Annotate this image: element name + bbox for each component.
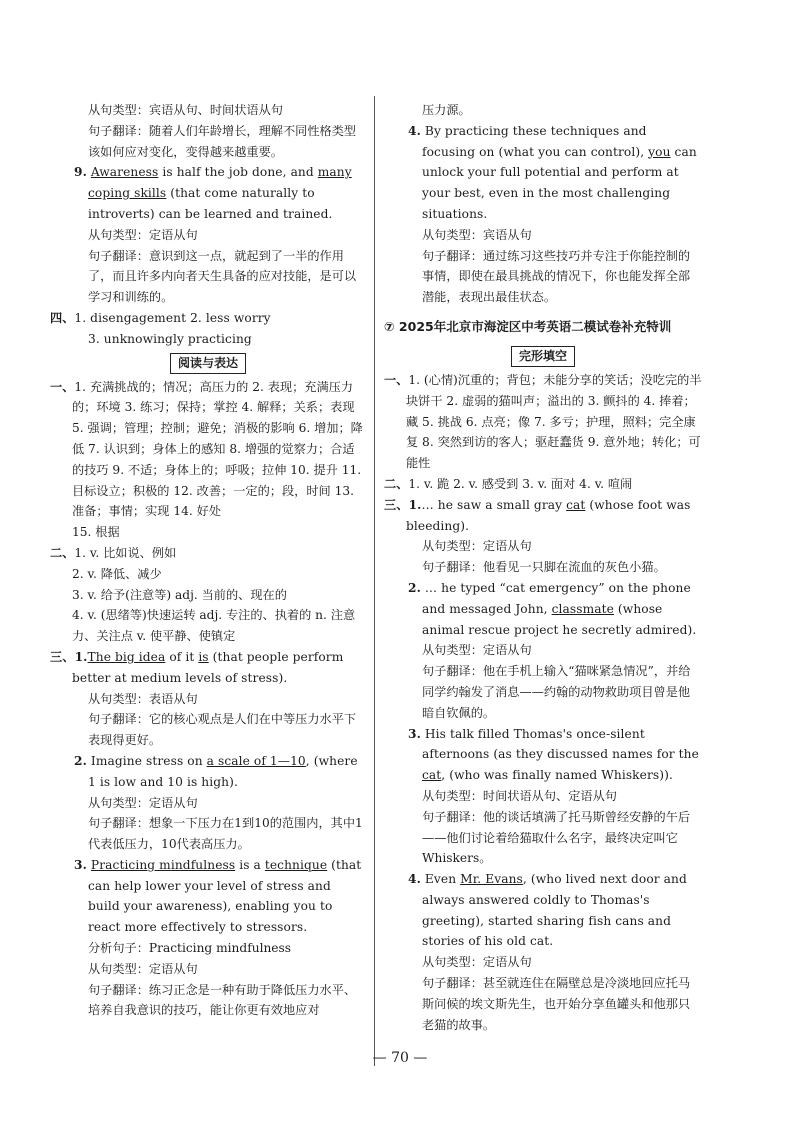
item-number: 1. [408, 497, 422, 512]
antecedent-underline: cat [566, 497, 586, 512]
item-number: 4. [408, 123, 421, 138]
section-label: 四、 [50, 310, 75, 325]
text: (that people perform better at medium levels of stress). [72, 649, 344, 685]
right-column [384, 100, 702, 1035]
subject-underline: Awareness [90, 165, 159, 180]
section-1-answers [384, 370, 702, 474]
translation: 句子翻译：它的核心观点是人们在中等压力水平下表现得更好。 [88, 712, 357, 748]
section-label: 二、 [384, 476, 409, 491]
answers: 1. v. 跪 2. v. 感受到 3. v. 面对 4. v. 喧闹 [408, 476, 633, 491]
text: His talk filled Thomas's once-silent afternoons (as they discussed names for the [422, 726, 699, 762]
text: , (where 1 is low and 10 is high). [88, 753, 358, 789]
translation: 句子翻译：甚至就连住在隔壁总是冷淡地回应托马斯问候的埃文斯先生，也开始分享鱼罐头和他那只老猫的故事。 [422, 976, 691, 1032]
item-number: 2. [408, 580, 421, 595]
text: By practicing these techniques and focusing on (what you can control), [422, 123, 649, 159]
subject-underline: The big idea [87, 649, 166, 664]
answers: 1. (心情)沉重的；背包；未能分享的笑话；没吃完的半块饼干 2. 虚弱的猫叫声；溢出的 3. 颤抖的 4. 捧着；藏 5. 挑战 6. 点亮；像 7. 多亏；护理，照料；完全康复 8. 突然到访的客人；驱赶蠢货 9. 意外地；转化；可能性 [406, 372, 702, 471]
section-heading: ⑦ 2025年北京市海淀区中考英语二模试卷补充特训 [384, 318, 672, 334]
section-box-reading: 阅读与表达 [170, 353, 246, 374]
sentence-1 [50, 647, 366, 689]
subject-underline: Practicing mindfulness [90, 857, 236, 872]
translation-continued: 压力源。 [422, 103, 471, 117]
antecedent-underline: classmate [551, 601, 614, 616]
translation: 句子翻译：通过练习这些技巧并专注于你能控制的事情，即使在最具挑战的情况下，你也能发挥全部潜能，表现出最佳状态。 [422, 248, 691, 305]
sentence-r3 [384, 724, 702, 786]
text: (that can help lower your level of stress and build your awareness), enabling you to react more effectively to stressors. [88, 857, 362, 935]
clause-type: 从句类型：定语从句 [88, 795, 198, 810]
text: of it [165, 649, 199, 664]
sentence-2 [50, 751, 366, 793]
clause-type: 从句类型：宾语从句 [422, 227, 532, 242]
clause-type: 从句类型：定语从句 [422, 539, 532, 554]
text: (whose foot was bleeding). [406, 497, 691, 533]
antecedent-underline: Mr. Evans [460, 872, 523, 887]
item-number: 9. [74, 165, 87, 180]
clause-type: 从句类型：定语从句 [88, 961, 198, 976]
section-4 [50, 308, 366, 329]
translation: 句子翻译：他在手机上输入“猫咪紧急情况”，并给同学约翰发了消息——约翰的动物救助项目曾是他暗自钦佩的。 [422, 664, 691, 720]
text: … he typed “cat emergency” on the phone and messaged John, [422, 580, 691, 616]
clause-type: 从句类型：表语从句 [88, 691, 198, 706]
clause-type: 从句类型：宾语从句、时间状语从句 [88, 103, 283, 117]
section-label: 一、 [50, 379, 75, 394]
text: is half the job done, and [158, 165, 318, 180]
sentence-r2 [384, 578, 702, 640]
subject-underline: many coping skills [88, 165, 352, 201]
item-number: 3. [408, 726, 421, 741]
section-2-answers [384, 474, 702, 495]
text: (whose animal rescue project he secretly admired). [422, 601, 697, 637]
page-number: — 70 — [372, 1050, 428, 1066]
translation: 句子翻译：想象一下压力在1到10的范围内，其中1代表低压力，10代表高压力。 [88, 816, 363, 852]
answers: 1. disengagement 2. less worry [74, 310, 271, 325]
section-label: 一、 [384, 372, 409, 387]
item-number: 2. [74, 753, 87, 768]
sentence-4 [384, 121, 702, 225]
translation: 句子翻译：随着人们年龄增长，理解不同性格类型该如何应对变化，变得越来越重要。 [88, 123, 357, 159]
analysis: 分析句子：Practicing mindfulness [88, 941, 292, 956]
subject-underline: you [648, 144, 671, 159]
translation: 句子翻译：练习正念是一种有助于降低压力水平、培养自我意识的技巧，能让你更有效地应对 [88, 982, 357, 1018]
verb-underline: is [198, 649, 209, 664]
answer: 3. v. 给予(注意等) adj. 当前的、现在的 [72, 587, 287, 602]
answers: 15. 根据 [72, 525, 120, 540]
antecedent-underline: a scale of 1—10 [206, 753, 306, 768]
translation: 句子翻译：他看见一只脚在流血的灰色小猫。 [422, 560, 666, 575]
answer: 2. v. 降低、减少 [72, 566, 162, 581]
item-number: 3. [74, 857, 87, 872]
section-box-cloze: 完形填空 [511, 346, 575, 367]
section-label: 二、 [50, 545, 75, 560]
section-label: 三、 [50, 649, 75, 664]
answers: 1. 充满挑战的；情况；高压力的 2. 表现；充满压力的；环境 3. 练习；保持；掌控 4. 解释；关系；表现 5. 强调；管理；控制；避免；消极的影响 6. 增加；降低 7. 认识到；身体上的感知 8. 增强的觉察力；合适的技巧 9. 不适；身体上的；呼吸；拉伸 10. 提升 11. 目标设立；积极的 12. 改善；一定的；段，时间 13. 准备；事情；实现 14. 好处 [72, 379, 363, 519]
clause-type: 从句类型：定语从句 [422, 955, 532, 970]
sentence-9 [50, 162, 366, 224]
section-1-answers [50, 377, 366, 523]
answer: 1. v. 比如说、例如 [74, 545, 177, 560]
text: , (who was finally named Whiskers)). [441, 768, 673, 783]
left-column [50, 100, 366, 1021]
item-number: 1. [74, 649, 88, 664]
antecedent-underline: cat [422, 768, 442, 783]
section-2-answers [50, 543, 366, 564]
antecedent-underline: technique [264, 857, 328, 872]
answer: 4. v. (思绪等)快速运转 adj. 专注的、执着的 n. 注意力、关注点 v. 使平静、使镇定 [72, 608, 356, 644]
text: … he saw a small gray [421, 497, 567, 512]
translation: 句子翻译：他的谈话填满了托马斯曾经安静的午后——他们讨论着给猫取什么名字，最终决定叫它Whiskers。 [422, 809, 691, 866]
text: , (who lived next door and always answered coldly to Thomas's greeting), started sharing fish cans and stories of his old cat. [422, 872, 687, 949]
text: can unlock your full potential and perform at your best, even in the most challenging situations. [422, 144, 697, 221]
sentence-r4 [384, 869, 702, 952]
text: is a [235, 857, 265, 872]
sentence-3 [50, 855, 366, 938]
column-divider [374, 96, 375, 1066]
section-label: 三、 [384, 497, 409, 512]
clause-type: 从句类型：时间状语从句、定语从句 [422, 788, 617, 803]
item-number: 4. [408, 872, 421, 887]
clause-type: 从句类型：定语从句 [88, 227, 198, 242]
text: Even [424, 872, 461, 887]
sentence-r1 [384, 495, 702, 537]
text: (that come naturally to introverts) can be learned and trained. [88, 186, 333, 221]
clause-type: 从句类型：定语从句 [422, 643, 532, 658]
answers: 3. unknowingly practicing [88, 331, 252, 346]
translation: 句子翻译：意识到这一点，就起到了一半的作用了，而且许多内向者天生具备的应对技能，是可以学习和训练的。 [88, 248, 357, 305]
text: Imagine stress on [90, 753, 207, 768]
